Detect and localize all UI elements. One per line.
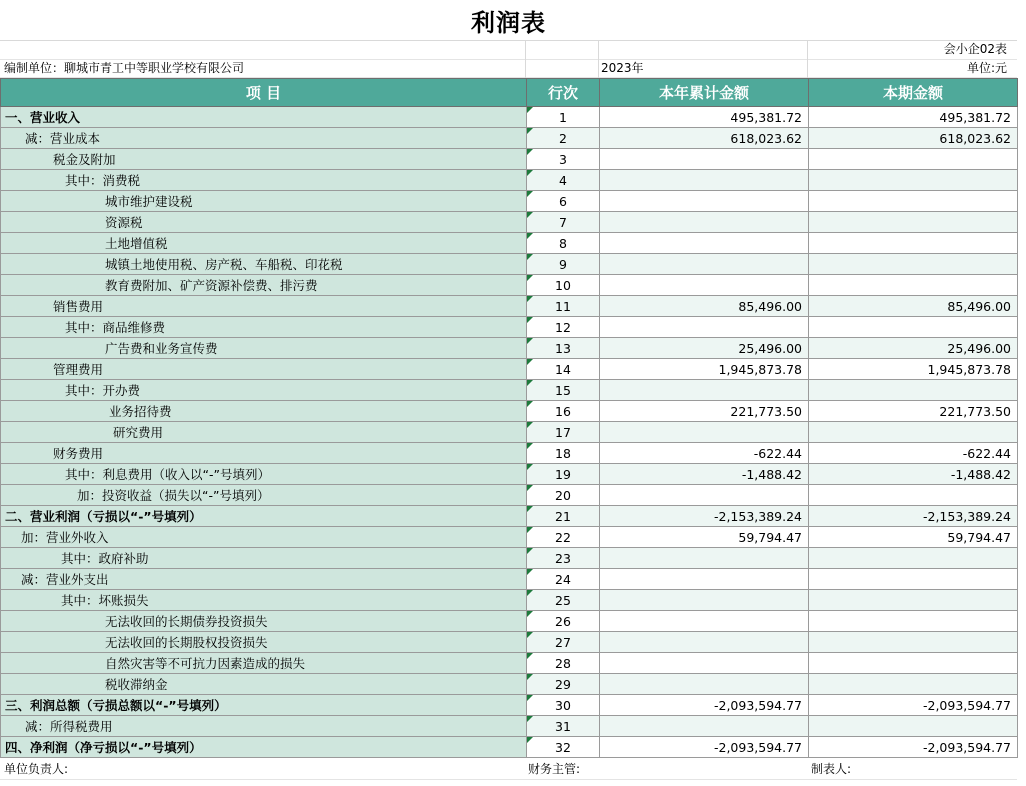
row-line-number[interactable]: 11 [527, 296, 600, 317]
row-period-amount[interactable] [809, 569, 1018, 590]
row-period-amount[interactable] [809, 380, 1018, 401]
row-ytd-amount[interactable] [600, 380, 809, 401]
unit-label: 单位:元 [966, 61, 1007, 75]
row-period-amount[interactable] [809, 674, 1018, 695]
table-row [1, 716, 1018, 737]
table-row [1, 590, 1018, 611]
row-period-amount[interactable] [809, 212, 1018, 233]
table-row [1, 653, 1018, 674]
row-period-amount[interactable] [809, 317, 1018, 338]
row-ytd-amount[interactable]: -2,093,594.77 [600, 695, 809, 716]
row-label[interactable]: 其中：开办费 [1, 380, 527, 401]
row-label[interactable]: 自然灾害等不可抗力因素造成的损失 [1, 653, 527, 674]
table-row [1, 548, 1018, 569]
table-row [1, 212, 1018, 233]
row-line-number[interactable]: 1 [527, 107, 600, 128]
row-ytd-amount[interactable] [600, 422, 809, 443]
row-ytd-amount[interactable] [600, 611, 809, 632]
form-code-row [0, 40, 1017, 60]
row-line-number[interactable]: 20 [527, 485, 600, 506]
row-line-number[interactable]: 14 [527, 359, 600, 380]
row-ytd-amount[interactable] [600, 170, 809, 191]
row-ytd-amount[interactable] [600, 590, 809, 611]
row-label[interactable]: 城镇土地使用税、房产税、车船税、印花税 [1, 254, 527, 275]
row-label[interactable]: 城市维护建设税 [1, 191, 527, 212]
header-line: 行次 [527, 79, 600, 107]
row-line-number[interactable]: 32 [527, 737, 600, 758]
footer-finance: 财务主管: [528, 762, 581, 776]
row-line-number[interactable]: 26 [527, 611, 600, 632]
table-row [1, 506, 1018, 527]
table-row [1, 695, 1018, 716]
row-line-number[interactable]: 18 [527, 443, 600, 464]
row-line-number[interactable]: 23 [527, 548, 600, 569]
row-ytd-amount[interactable] [600, 149, 809, 170]
row-ytd-amount[interactable]: 1,945,873.78 [600, 359, 809, 380]
table-row [1, 128, 1018, 149]
row-period-amount[interactable] [809, 149, 1018, 170]
row-period-amount[interactable]: -2,153,389.24 [809, 506, 1018, 527]
row-line-number[interactable]: 9 [527, 254, 600, 275]
table-row [1, 569, 1018, 590]
signature-row [0, 759, 1017, 780]
row-period-amount[interactable]: -1,488.42 [809, 464, 1018, 485]
row-label[interactable]: 其中：政府补助 [1, 548, 527, 569]
row-period-amount[interactable]: 618,023.62 [809, 128, 1018, 149]
row-ytd-amount[interactable] [600, 275, 809, 296]
table-row [1, 737, 1018, 758]
row-line-number[interactable]: 21 [527, 506, 600, 527]
income-statement-table [0, 78, 1018, 758]
row-label[interactable]: 其中：坏账损失 [1, 590, 527, 611]
row-period-amount[interactable] [809, 422, 1018, 443]
company-label: 编制单位：聊城市青工中等职业学校有限公司 [4, 61, 245, 75]
row-ytd-amount[interactable]: 25,496.00 [600, 338, 809, 359]
header-period: 本期金额 [809, 79, 1018, 107]
table-row [1, 275, 1018, 296]
row-period-amount[interactable]: 1,945,873.78 [809, 359, 1018, 380]
row-label[interactable]: 三、利润总额（亏损总额以“-”号填列） [1, 695, 527, 716]
row-period-amount[interactable] [809, 485, 1018, 506]
row-label[interactable]: 广告费和业务宣传费 [1, 338, 527, 359]
row-ytd-amount[interactable]: -2,153,389.24 [600, 506, 809, 527]
footer-head: 单位负责人: [4, 762, 69, 776]
row-label[interactable]: 销售费用 [1, 296, 527, 317]
row-line-number[interactable]: 7 [527, 212, 600, 233]
row-line-number[interactable]: 24 [527, 569, 600, 590]
table-row [1, 338, 1018, 359]
row-ytd-amount[interactable]: 618,023.62 [600, 128, 809, 149]
row-ytd-amount[interactable]: -622.44 [600, 443, 809, 464]
year-label: 2023年 [601, 61, 644, 75]
row-ytd-amount[interactable] [600, 716, 809, 737]
table-row [1, 611, 1018, 632]
row-period-amount[interactable]: 25,496.00 [809, 338, 1018, 359]
row-period-amount[interactable]: -622.44 [809, 443, 1018, 464]
page-title: 利润表 [471, 8, 546, 37]
row-line-number[interactable]: 31 [527, 716, 600, 737]
title-row [0, 0, 1017, 41]
table-row [1, 422, 1018, 443]
row-line-number[interactable]: 25 [527, 590, 600, 611]
row-line-number[interactable]: 29 [527, 674, 600, 695]
row-label[interactable]: 税金及附加 [1, 149, 527, 170]
table-row [1, 485, 1018, 506]
table-row [1, 233, 1018, 254]
row-period-amount[interactable]: -2,093,594.77 [809, 695, 1018, 716]
row-label[interactable]: 财务费用 [1, 443, 527, 464]
row-line-number[interactable]: 8 [527, 233, 600, 254]
row-label[interactable]: 减：所得税费用 [1, 716, 527, 737]
form-code: 会小企02表 [943, 42, 1007, 56]
row-period-amount[interactable] [809, 254, 1018, 275]
row-label[interactable]: 二、营业利润（亏损以“-”号填列） [1, 506, 527, 527]
table-row [1, 359, 1018, 380]
row-period-amount[interactable]: 221,773.50 [809, 401, 1018, 422]
row-period-amount[interactable] [809, 170, 1018, 191]
row-ytd-amount[interactable] [600, 632, 809, 653]
row-ytd-amount[interactable] [600, 485, 809, 506]
row-label[interactable]: 教育费附加、矿产资源补偿费、排污费 [1, 275, 527, 296]
row-label[interactable]: 减：营业外支出 [1, 569, 527, 590]
table-row [1, 107, 1018, 128]
row-ytd-amount[interactable]: 221,773.50 [600, 401, 809, 422]
row-label[interactable]: 业务招待费 [1, 401, 527, 422]
row-line-number[interactable]: 27 [527, 632, 600, 653]
row-period-amount[interactable] [809, 716, 1018, 737]
row-period-amount[interactable] [809, 191, 1018, 212]
row-label[interactable]: 管理费用 [1, 359, 527, 380]
row-label[interactable]: 土地增值税 [1, 233, 527, 254]
row-period-amount[interactable]: 85,496.00 [809, 296, 1018, 317]
table-row [1, 191, 1018, 212]
row-label[interactable]: 加：营业外收入 [1, 527, 527, 548]
row-period-amount[interactable] [809, 632, 1018, 653]
row-line-number[interactable]: 15 [527, 380, 600, 401]
row-period-amount[interactable] [809, 233, 1018, 254]
row-ytd-amount[interactable] [600, 674, 809, 695]
table-row [1, 149, 1018, 170]
table-row [1, 674, 1018, 695]
row-ytd-amount[interactable] [600, 191, 809, 212]
row-ytd-amount[interactable] [600, 212, 809, 233]
row-line-number[interactable]: 6 [527, 191, 600, 212]
row-ytd-amount[interactable]: -2,093,594.77 [600, 737, 809, 758]
table-row [1, 464, 1018, 485]
row-label[interactable]: 资源税 [1, 212, 527, 233]
table-row [1, 401, 1018, 422]
header-ytd: 本年累计金额 [600, 79, 809, 107]
row-period-amount[interactable]: 495,381.72 [809, 107, 1018, 128]
row-line-number[interactable]: 22 [527, 527, 600, 548]
row-line-number[interactable]: 16 [527, 401, 600, 422]
row-line-number[interactable]: 4 [527, 170, 600, 191]
row-period-amount[interactable] [809, 275, 1018, 296]
table-row [1, 380, 1018, 401]
row-label[interactable]: 税收滞纳金 [1, 674, 527, 695]
row-period-amount[interactable] [809, 548, 1018, 569]
table-row [1, 254, 1018, 275]
row-ytd-amount[interactable]: -1,488.42 [600, 464, 809, 485]
row-period-amount[interactable] [809, 611, 1018, 632]
row-ytd-amount[interactable] [600, 653, 809, 674]
row-period-amount[interactable] [809, 653, 1018, 674]
row-ytd-amount[interactable] [600, 233, 809, 254]
row-label[interactable]: 减：营业成本 [1, 128, 527, 149]
table-row [1, 296, 1018, 317]
row-line-number[interactable]: 10 [527, 275, 600, 296]
row-line-number[interactable]: 28 [527, 653, 600, 674]
row-line-number[interactable]: 2 [527, 128, 600, 149]
row-line-number[interactable]: 17 [527, 422, 600, 443]
row-ytd-amount[interactable]: 495,381.72 [600, 107, 809, 128]
row-ytd-amount[interactable] [600, 317, 809, 338]
row-ytd-amount[interactable] [600, 548, 809, 569]
table-row [1, 527, 1018, 548]
row-period-amount[interactable]: -2,093,594.77 [809, 737, 1018, 758]
table-row [1, 443, 1018, 464]
row-label[interactable]: 加：投资收益（损失以“-”号填列） [1, 485, 527, 506]
footer-preparer: 制表人: [811, 762, 852, 776]
row-label[interactable]: 其中：商品维修费 [1, 317, 527, 338]
header-item: 项 目 [1, 79, 527, 107]
table-header-row [1, 79, 1018, 107]
row-ytd-amount[interactable] [600, 569, 809, 590]
row-label[interactable]: 无法收回的长期股权投资损失 [1, 632, 527, 653]
row-label[interactable]: 其中：利息费用（收入以“-”号填列） [1, 464, 527, 485]
row-label[interactable]: 其中：消费税 [1, 170, 527, 191]
row-period-amount[interactable] [809, 590, 1018, 611]
row-label[interactable]: 一、营业收入 [1, 107, 527, 128]
row-label[interactable]: 研究费用 [1, 422, 527, 443]
row-line-number[interactable]: 13 [527, 338, 600, 359]
meta-row [0, 59, 1017, 78]
row-ytd-amount[interactable]: 59,794.47 [600, 527, 809, 548]
table-row [1, 317, 1018, 338]
row-ytd-amount[interactable]: 85,496.00 [600, 296, 809, 317]
table-row [1, 632, 1018, 653]
row-line-number[interactable]: 3 [527, 149, 600, 170]
row-period-amount[interactable]: 59,794.47 [809, 527, 1018, 548]
row-line-number[interactable]: 30 [527, 695, 600, 716]
row-line-number[interactable]: 12 [527, 317, 600, 338]
row-label[interactable]: 四、净利润（净亏损以“-”号填列） [1, 737, 527, 758]
table-row [1, 170, 1018, 191]
row-ytd-amount[interactable] [600, 254, 809, 275]
row-line-number[interactable]: 19 [527, 464, 600, 485]
row-label[interactable]: 无法收回的长期债券投资损失 [1, 611, 527, 632]
